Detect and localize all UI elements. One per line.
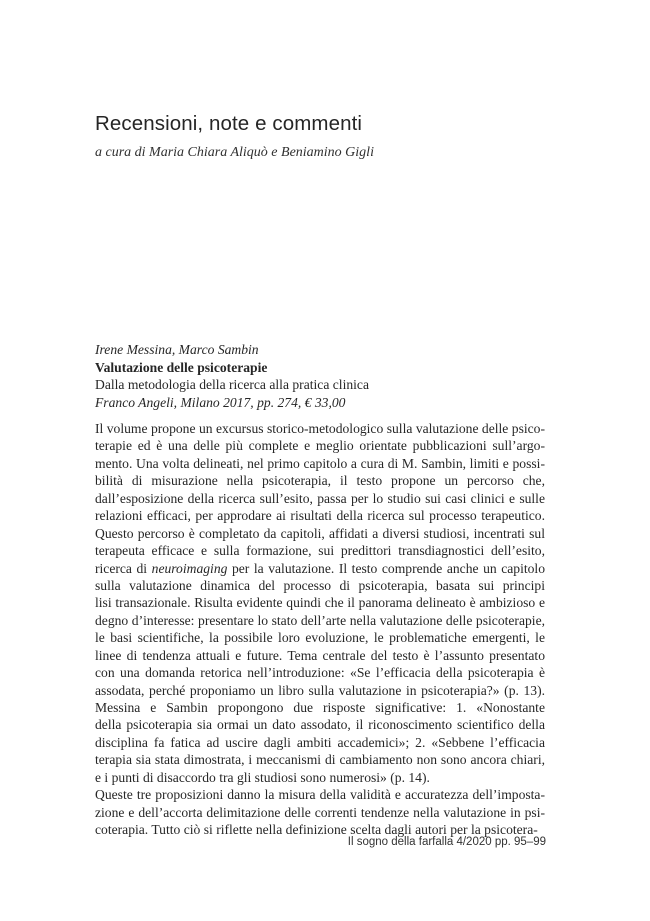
review-line: Messina e Sambin propongono due risposte significative: 1. «Nonostante — [95, 700, 545, 715]
review-line: terapeuta efficace e sulla formazione, sui predittori transdiagnostici dell’esito, — [95, 543, 545, 559]
review-line: zione e dell’accorta delimitazione delle correnti tendenze nella valutazione in psi- — [95, 804, 545, 820]
review-line: terapia sia stata dimostrata, i meccanismi di cambiamento non sono ancora chiari, — [95, 752, 545, 768]
review-line: degno d’interesse: presentare lo stato dell’arte nella valutazione delle psicoterapie, — [95, 612, 545, 628]
section-editors: a cura di Maria Chiara Aliquò e Beniamino Gigli — [95, 145, 374, 160]
review-line: Queste tre proposizioni danno la misura della validità e accuratezza dell’imposta- — [95, 787, 545, 803]
footer-citation: Il sogno della farfalla 4/2020 pp. 95–99 — [347, 836, 546, 848]
review-line: della psicoterapia sia ormai un dato assodato, il riconoscimento scientifico della — [95, 717, 545, 733]
book-title: Valutazione delle psicoterapie — [95, 359, 268, 375]
review-line: bilità di misurazione nella psicoterapia, il testo propone un percorso che, — [95, 473, 545, 489]
review-line: lisi transazionale. Risulta evidente quindi che il panorama delineato è ambizioso e — [95, 595, 545, 611]
review-line: relazioni efficaci, per approdare ai risultati della ricerca sul processo terapeutico. — [95, 508, 545, 524]
book-info — [95, 341, 545, 411]
review-line: coterapia. Tutto ciò si riflette nella definizione scelta dagli autori per la psicotera- — [95, 822, 538, 838]
book-publication: Franco Angeli, Milano 2017, pp. 274, € 33,00 — [95, 394, 346, 410]
review-line: disciplina fa fatica ad uscire dagli ambiti accademici»; 2. «Sebbene l’efficacia — [95, 734, 545, 750]
italic-term: neuroimaging — [151, 560, 228, 576]
review-line: Il volume propone un excursus storico-metodologico sulla valutazione delle psico- — [95, 421, 545, 436]
section-title: Recensioni, note e commenti — [95, 112, 363, 135]
review-line: con una domanda retorica nell’introduzione: «Se l’efficacia della psicoterapia è — [95, 665, 545, 681]
review-line: le basi scientifiche, la possibile loro evoluzione, le problematiche emergenti, le — [95, 630, 545, 646]
review-line: mento. Una volta delineati, nel primo capitolo a cura di M. Sambin, limiti e possi- — [95, 455, 545, 471]
review-line: sulla valutazione dinamica del processo di psicoterapia, basata sui principi — [95, 577, 545, 593]
book-authors: Irene Messina, Marco Sambin — [95, 342, 259, 357]
review-line: ricerca di neuroimaging per la valutazione. Il testo comprende anche un capitolo — [95, 560, 545, 576]
book-subtitle: Dalla metodologia della ricerca alla pratica clinica — [95, 377, 369, 392]
review-line: assodata, perché proponiamo un libro sulla valutazione in psicoterapia?» (p. 13). — [95, 682, 545, 698]
review-body — [95, 420, 545, 839]
review-line: Questo percorso è completato da capitoli, affidati a diversi studiosi, incentrati sul — [95, 525, 545, 541]
review-line: terapie ed è una delle più complete e meglio orientate pubblicazioni sull’argo- — [95, 438, 545, 454]
review-line: e i punti di disaccordo tra gli studiosi sono numerosi» (p. 14). — [95, 769, 430, 785]
review-line: linee di tendenza attuali e future. Tema centrale del testo è l’assunto presentato — [95, 647, 545, 663]
review-line: dall’esposizione della ricerca sull’esito, passa per lo studio sui casi clinici e sulle — [95, 490, 545, 506]
